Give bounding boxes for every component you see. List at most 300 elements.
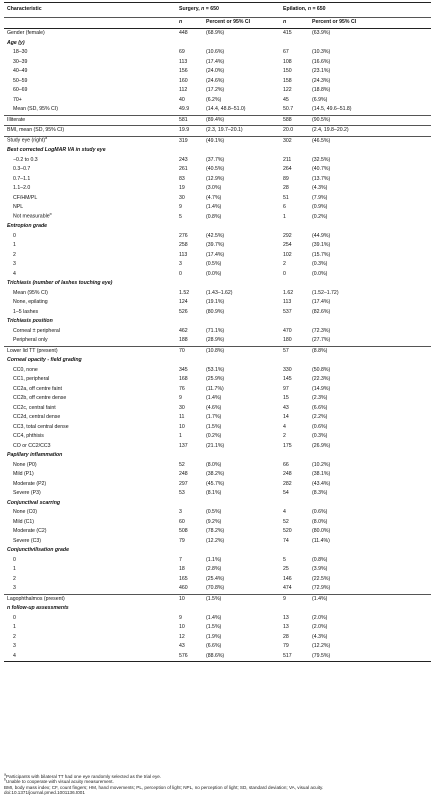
epilation-n-cell: 264 [283,166,292,173]
table-row [4,614,431,624]
row-label [4,575,176,585]
table-row [4,461,431,471]
row-label [4,39,431,49]
epilation-percent-cell: (14.9%) [312,385,331,392]
surgery-n-cell: 0 [179,270,182,277]
surgery-n-cell: 49.9 [179,106,190,113]
row-label-text: CC0, none [13,366,38,373]
row-label-text: 0 [13,232,16,239]
row-label-text: CC2c, central faint [13,404,56,411]
table-row [4,77,431,87]
surgery-percent-cell: (19.1%) [206,299,225,306]
row-label-text: Moderate (P2) [13,480,47,487]
table-row [4,404,431,414]
epilation-n-cell: 415 [280,29,309,39]
surgery-n-cell: 188 [179,337,188,344]
row-label-text: 1 [13,566,16,573]
row-label-text: Mild (C1) [13,518,35,525]
table-row [4,470,431,480]
header-surgery [176,3,280,18]
header-row-groups [4,3,431,18]
surgery-percent-cell: (0.8%) [206,213,222,220]
epilation-percent-cell: (63.9%) [309,29,431,39]
table-row [4,213,431,223]
row-label-text: Mean (SD, 95% CI) [13,106,58,113]
table-row [4,565,431,575]
header-epilation-percent-col: Percent or 95% CI [309,18,431,29]
surgery-percent-cell: (1.43–1.62) [206,289,233,296]
header-surgery-n: n [201,6,205,13]
epilation-n-cell: 108 [283,58,292,65]
row-label-text: CC3, total central dense [13,423,69,430]
surgery-percent-cell: (1.5%) [206,423,222,430]
epilation-percent-cell: (22.5%) [312,575,331,582]
row-label [4,105,176,115]
table-row [4,518,431,528]
table-footnotes [4,774,431,796]
epilation-n-cell: 9 [280,594,309,604]
row-label-text: 40–49 [13,68,28,75]
surgery-n-cell: 156 [179,68,188,75]
surgery-n-cell: 11 [179,414,185,421]
surgery-percent-cell: (1.7%) [206,414,222,421]
row-label-text: 1 [13,624,16,631]
epilation-percent-cell: (27.7%) [312,337,331,344]
row-label [4,470,176,480]
row-label [4,126,176,137]
table-row [4,156,431,166]
epilation-n-cell: 302 [280,136,309,146]
surgery-percent-cell: (2.8%) [206,566,222,573]
header-surgery-percent-col: Percent or 95% CI [203,18,280,29]
surgery-n-cell: 10 [179,624,185,631]
surgery-percent-cell: (4.7%) [206,194,222,201]
surgery-n-cell: 165 [179,575,188,582]
header-epilation-label: Epilation, [283,6,307,13]
surgery-n-cell: 76 [179,385,185,392]
table-row [4,642,431,652]
row-label-text: None (P0) [13,461,37,468]
table-row [4,346,431,356]
row-label [4,346,176,356]
row-label [4,394,176,404]
row-label-text: Moderate (C2) [13,528,47,535]
epilation-n-cell: 43 [283,404,289,411]
row-label [4,413,176,423]
epilation-n-cell: 57 [280,346,309,356]
table-row [4,126,431,137]
surgery-percent-cell: (1.5%) [206,624,222,631]
row-label-text: 4 [13,270,16,277]
row-label-text: 50–59 [13,77,28,84]
surgery-n-cell: 43 [179,643,185,650]
surgery-n-cell: 1.52 [179,289,190,296]
surgery-percent-cell: (10.8%) [203,346,280,356]
surgery-percent-cell: (49.1%) [203,136,280,146]
table-row [4,633,431,643]
epilation-n-cell: 13 [283,624,289,631]
row-label-text: None (C0) [13,509,37,516]
surgery-percent-cell: (1.5%) [203,594,280,604]
table-row [4,298,431,308]
row-label [4,194,176,204]
table-row [4,67,431,77]
surgery-n-cell: 124 [179,299,188,306]
table-row [4,270,431,280]
row-label [4,165,176,175]
epilation-n-cell: 66 [283,461,289,468]
table-row [4,260,431,270]
section-header-row [4,356,431,366]
table-row [4,241,431,251]
surgery-percent-cell: (1.9%) [206,633,222,640]
row-label-text: 2 [13,575,16,582]
surgery-n-cell: 1 [179,433,182,440]
table-row [4,308,431,318]
surgery-percent-cell: (1.4%) [206,614,222,621]
row-label-text: 3 [13,261,16,268]
epilation-percent-cell: (16.6%) [312,58,331,65]
row-label-text: Entropion grade [7,223,48,230]
table-row [4,289,431,299]
surgery-percent-cell: (2.3, 19.7–20.1) [203,126,280,137]
table-row [4,175,431,185]
surgery-percent-cell: (0.5%) [206,261,222,268]
row-label [4,317,431,327]
row-label-text: 3 [13,643,16,650]
row-label-text: Conjunctival scarring [7,499,61,506]
epilation-n-cell: 97 [283,385,289,392]
surgery-percent-cell: (71.1%) [206,327,225,334]
header-blank [4,18,176,29]
table-row [4,375,431,385]
row-label-text: Study eye (right) [7,137,46,144]
table-row [4,489,431,499]
surgery-n-cell: 70 [176,346,203,356]
table-row [4,29,431,39]
row-label-text: 1–5 lashes [13,308,39,315]
row-label [4,175,176,185]
surgery-percent-cell: (28.9%) [206,337,225,344]
row-label [4,404,176,414]
epilation-percent-cell: (1.52–1.72) [312,289,339,296]
surgery-n-cell: 460 [179,585,188,592]
epilation-n-cell: 67 [283,49,289,56]
epilation-n-cell: 474 [283,585,292,592]
row-label-text: 70+ [13,96,22,103]
row-label-text: Conjunctivilisation grade [7,547,69,554]
row-label-text: −0.2 to 0.3 [13,156,38,163]
table-row [4,251,431,261]
row-label-text: 0 [13,556,16,563]
section-header-row [4,39,431,49]
row-label-text: Papillary inflammation [7,452,63,459]
surgery-n-cell: 9 [179,395,182,402]
row-label [4,96,176,106]
epilation-percent-cell: (43.4%) [312,480,331,487]
epilation-percent-cell: (32.5%) [312,156,331,163]
surgery-percent-cell: (0.0%) [206,270,222,277]
epilation-percent-cell: (18.8%) [312,87,331,94]
surgery-n-cell: 19.9 [176,126,203,137]
row-label-text: 1.1–2.0 [13,185,31,192]
surgery-n-cell: 113 [179,251,188,258]
row-label [4,527,176,537]
epilation-percent-cell: (6.6%) [312,404,328,411]
footnote-a-text: Participants with bilateral TT had one eye randomly selected as the trial eye. [6,774,162,779]
row-label-text: 60–69 [13,87,28,94]
surgery-percent-cell: (70.8%) [206,585,225,592]
header-epilation [280,3,431,18]
surgery-n-cell: 168 [179,376,188,383]
epilation-n-cell: 180 [283,337,292,344]
surgery-n-cell: 243 [179,156,188,163]
epilation-n-cell: 537 [283,308,292,315]
row-label-text: NPL [13,204,24,211]
epilation-n-cell: 2 [283,261,286,268]
row-label-text: 18–30 [13,49,28,56]
row-label [4,336,176,346]
row-label-text: 3 [13,585,16,592]
epilation-percent-cell: (8.8%) [309,346,431,356]
row-label-text: 4 [13,652,16,659]
epilation-n-cell: 2 [283,433,286,440]
epilation-n-cell: 150 [283,68,292,75]
header-epilation-n-value: = 650 [312,6,326,13]
surgery-n-cell: 30 [179,404,185,411]
section-header-row [4,499,431,509]
table-row [4,508,431,518]
table-row [4,594,431,604]
table-row [4,652,431,662]
surgery-percent-cell: (45.7%) [206,480,225,487]
epilation-percent-cell: (15.7%) [312,251,331,258]
epilation-n-cell: 54 [283,490,289,497]
surgery-percent-cell: (24.0%) [206,68,225,75]
epilation-percent-cell: (2.0%) [312,624,328,631]
row-label-text: 0.7–1.1 [13,175,31,182]
epilation-percent-cell: (2.3%) [312,395,328,402]
row-label [4,298,176,308]
table-row [4,105,431,115]
table-row [4,48,431,58]
row-label [4,58,176,68]
surgery-n-cell: 12 [179,633,185,640]
row-label-text: 30–39 [13,58,28,65]
surgery-n-cell: 319 [176,136,203,146]
surgery-n-cell: 30 [179,194,185,201]
surgery-n-cell: 3 [179,509,182,516]
epilation-n-cell: 89 [283,175,289,182]
header-surgery-n-col: n [176,18,203,29]
row-label [4,308,176,318]
row-label-text: Age (y) [7,39,25,46]
surgery-percent-cell: (6.6%) [206,643,222,650]
epilation-percent-cell: (23.1%) [312,68,331,75]
section-header-row [4,546,431,556]
row-label [4,356,431,366]
row-label-text: Peripheral only [13,337,48,344]
surgery-percent-cell: (12.9%) [206,175,225,182]
epilation-n-cell: 0 [283,270,286,277]
surgery-n-cell: 576 [176,652,203,662]
header-epilation-n: n [307,6,311,13]
surgery-n-cell: 5 [179,213,182,220]
epilation-n-cell: 28 [283,185,289,192]
table-row [4,184,431,194]
header-row-columns [4,18,431,29]
row-label [4,604,431,614]
surgery-percent-cell: (0.2%) [206,433,222,440]
row-label [4,115,176,126]
baseline-characteristics-table [4,2,431,662]
row-label [4,594,176,604]
epilation-percent-cell: (1.4%) [309,594,431,604]
epilation-percent-cell: (44.9%) [312,232,331,239]
epilation-percent-cell: (10.3%) [312,49,331,56]
table-row [4,336,431,346]
epilation-n-cell: 122 [283,87,292,94]
surgery-percent-cell: (1.4%) [206,395,222,402]
table-row [4,527,431,537]
row-label [4,375,176,385]
section-header-row [4,222,431,232]
surgery-percent-cell: (14.4, 48.8–51.0) [206,106,246,113]
surgery-n-cell: 581 [176,115,203,126]
row-label [4,251,176,261]
epilation-percent-cell: (50.8%) [312,366,331,373]
surgery-n-cell: 69 [179,49,185,56]
row-label [4,260,176,270]
epilation-percent-cell: (17.4%) [312,299,331,306]
epilation-percent-cell: (0.0%) [312,270,328,277]
row-label-text: Trichiasis (number of lashes touching eye) [7,280,113,287]
epilation-n-cell: 113 [283,299,292,306]
table-row [4,136,431,146]
footnote-marker: b [49,212,52,217]
epilation-percent-cell: (0.8%) [312,556,328,563]
row-label [4,222,431,232]
epilation-n-cell: 25 [283,566,289,573]
surgery-percent-cell: (17.4%) [206,58,225,65]
data-table [4,2,431,662]
epilation-n-cell: 158 [283,77,292,84]
row-label [4,146,431,156]
row-label-text: CC4, phthisis [13,433,44,440]
surgery-percent-cell: (38.2%) [206,471,225,478]
row-label-text: CO or CC2/CC3 [13,442,51,449]
row-label [4,156,176,166]
section-header-row [4,146,431,156]
epilation-percent-cell: (10.2%) [312,461,331,468]
surgery-n-cell: 19 [179,185,185,192]
surgery-n-cell: 160 [179,77,188,84]
surgery-n-cell: 345 [179,366,188,373]
epilation-percent-cell: (0.3%) [312,433,328,440]
surgery-percent-cell: (39.7%) [206,242,225,249]
epilation-n-cell: 211 [283,156,292,163]
row-label [4,432,176,442]
footnote-a-mark: a [4,772,6,777]
epilation-n-cell: 588 [280,115,309,126]
surgery-percent-cell: (40.5%) [206,166,225,173]
surgery-n-cell: 276 [179,232,188,239]
surgery-percent-cell: (0.5%) [206,509,222,516]
row-label-text: Lower lid TT (present) [7,347,58,354]
epilation-percent-cell: (79.5%) [309,652,431,662]
epilation-n-cell: 52 [283,518,289,525]
row-label [4,423,176,433]
row-label [4,385,176,395]
epilation-percent-cell: (40.7%) [312,166,331,173]
epilation-percent-cell: (0.9%) [312,204,328,211]
row-label [4,289,176,299]
row-label-text: Best corrected LogMAR VA in study eye [7,147,106,154]
surgery-percent-cell: (17.2%) [206,87,225,94]
surgery-percent-cell: (17.4%) [206,251,225,258]
table-row [4,575,431,585]
epilation-percent-cell: (7.9%) [312,194,328,201]
table-row [4,623,431,633]
row-label [4,48,176,58]
surgery-n-cell: 508 [179,528,188,535]
table-row [4,203,431,213]
row-label [4,461,176,471]
row-label-text: Corneal opacity - field grading [7,357,82,364]
row-label-text: Corneal ± peripheral [13,327,60,334]
footnote-b-mark: b [4,777,6,782]
surgery-n-cell: 297 [179,480,188,487]
row-label-text: 0.3–0.7 [13,166,31,173]
surgery-n-cell: 248 [179,471,188,478]
surgery-percent-cell: (78.2%) [206,528,225,535]
epilation-percent-cell: (0.6%) [312,509,328,516]
row-label [4,623,176,633]
epilation-n-cell: 5 [283,556,286,563]
surgery-percent-cell: (80.9%) [206,308,225,315]
surgery-percent-cell: (1.1%) [206,556,222,563]
surgery-n-cell: 448 [176,29,203,39]
epilation-n-cell: 517 [280,652,309,662]
row-label [4,232,176,242]
epilation-n-cell: 175 [283,442,292,449]
row-label-text: CC2d, central dense [13,414,61,421]
epilation-percent-cell: (24.3%) [312,77,331,84]
row-label [4,451,431,461]
row-label [4,241,176,251]
row-label [4,584,176,594]
row-label [4,489,176,499]
surgery-percent-cell: (9.2%) [206,518,222,525]
epilation-percent-cell: (39.1%) [312,242,331,249]
table-row [4,423,431,433]
row-label [4,614,176,624]
header-surgery-n-value: = 650 [205,6,219,13]
row-label [4,508,176,518]
row-label-text: BMI, mean (SD, 95% CI) [7,127,65,134]
surgery-percent-cell: (12.2%) [206,537,225,544]
row-label-text: Severe (P3) [13,490,41,497]
epilation-percent-cell: (22.3%) [312,376,331,383]
surgery-percent-cell: (1.4%) [206,204,222,211]
surgery-n-cell: 261 [179,166,188,173]
section-header-row [4,451,431,461]
header-surgery-label: Surgery, [179,6,200,13]
epilation-n-cell: 248 [283,471,292,478]
surgery-percent-cell: (8.1%) [206,490,222,497]
epilation-n-cell: 15 [283,395,289,402]
table-row [4,480,431,490]
